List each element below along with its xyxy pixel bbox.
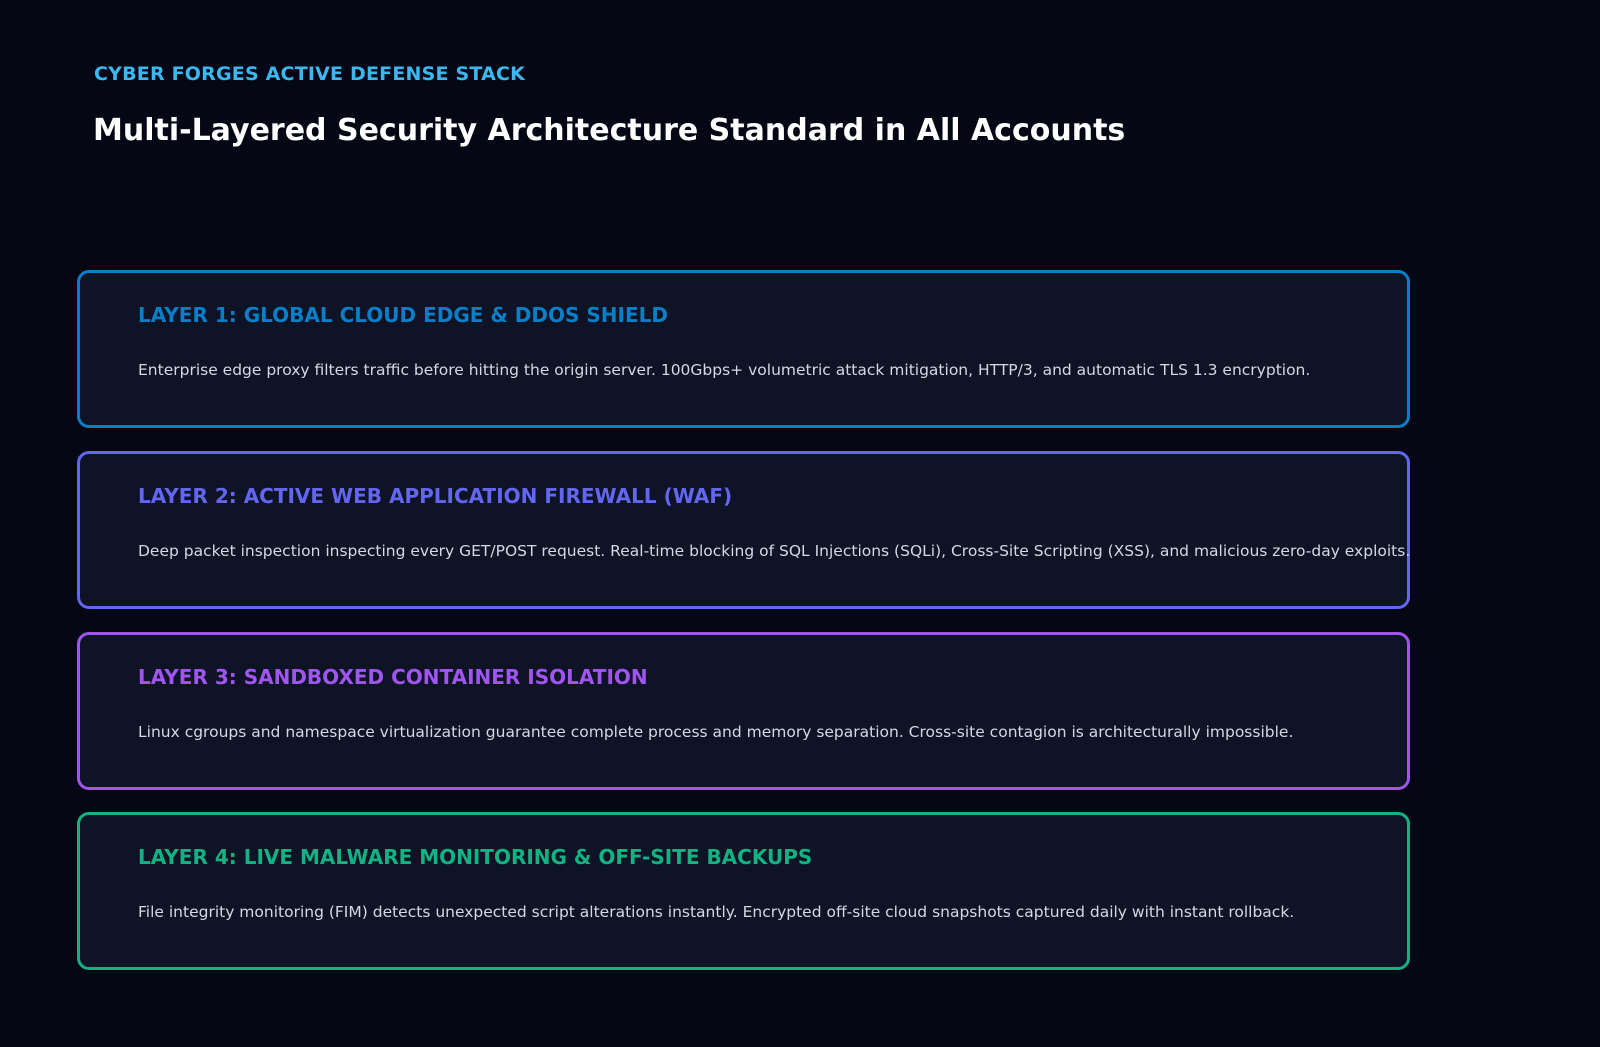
layer-description: File integrity monitoring (FIM) detects unexpected script alterations instantly. Encrypted off-site cloud snapshots captured daily with instant rollback. [138,903,1295,921]
page-title: Multi-Layered Security Architecture Standard in All Accounts [93,113,1126,148]
layer-title: LAYER 1: GLOBAL CLOUD EDGE & DDOS SHIELD [138,303,668,327]
layer-title: LAYER 3: SANDBOXED CONTAINER ISOLATION [138,665,648,689]
layer-title: LAYER 4: LIVE MALWARE MONITORING & OFF-SITE BACKUPS [138,845,813,869]
layer-description: Linux cgroups and namespace virtualization guarantee complete process and memory separation. Cross-site contagion is architecturally impossible. [138,723,1294,741]
layer-title: LAYER 2: ACTIVE WEB APPLICATION FIREWALL (WAF) [138,484,733,508]
layer-description: Enterprise edge proxy filters traffic before hitting the origin server. 100Gbps+ volumetric attack mitigation, HTTP/3, and automatic TLS 1.3 encryption. [138,361,1311,379]
layer-card-2 [77,451,1410,609]
layer-description: Deep packet inspection inspecting every GET/POST request. Real-time blocking of SQL Injections (SQLi), Cross-Site Scripting (XSS), and malicious zero-day exploits. [138,542,1411,560]
eyebrow-label: CYBER FORGES ACTIVE DEFENSE STACK [94,63,526,85]
layer-card-1 [77,270,1410,428]
layer-card-4 [77,812,1410,970]
layer-card-3 [77,632,1410,790]
